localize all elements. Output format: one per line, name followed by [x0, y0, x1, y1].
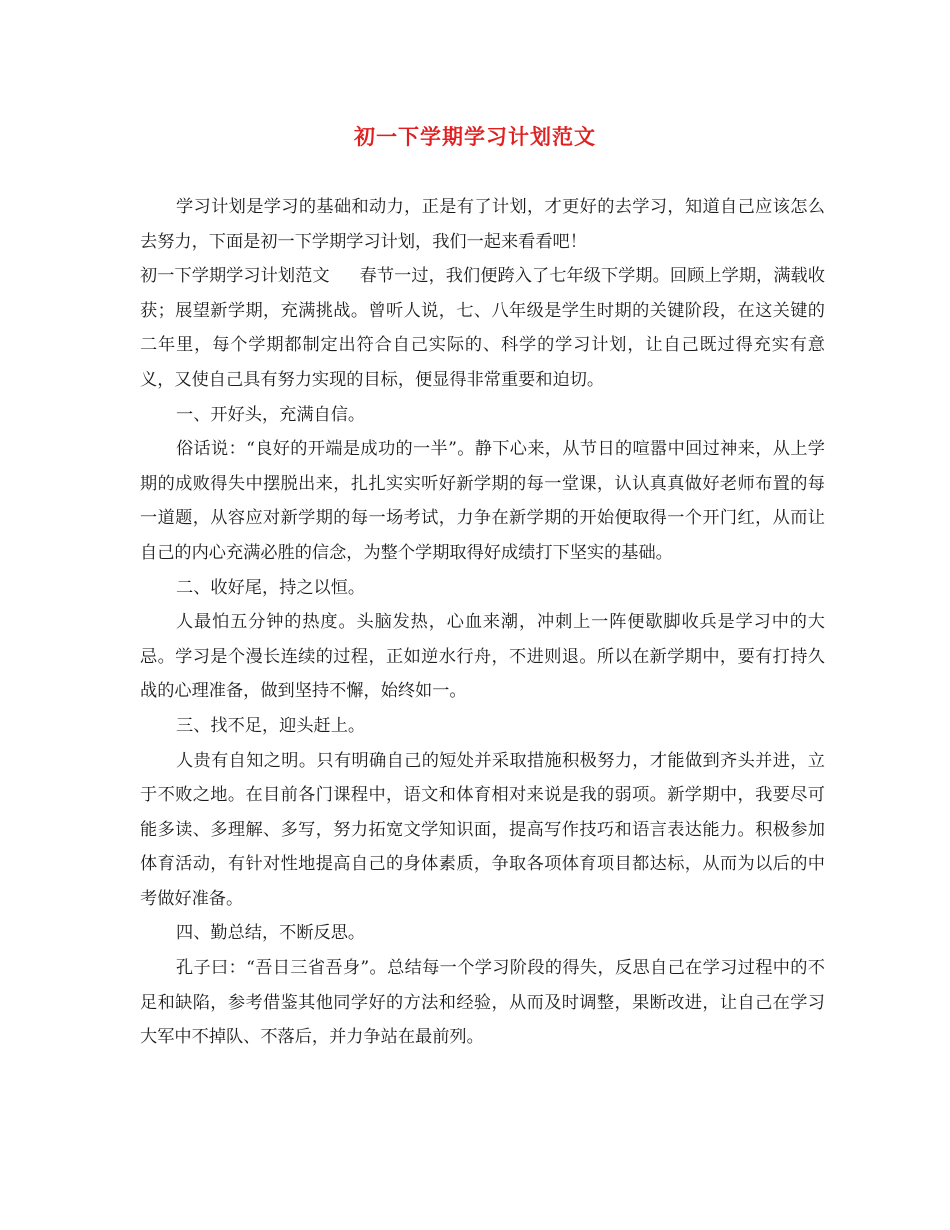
section-paragraph-1: 俗话说：“良好的开端是成功的一半”。静下心来，从节日的喧嚣中回过神来，从上学期的成败得失中摆脱出来，扎扎实实听好新学期的每一堂课，认认真真做好老师布置的每一道题，从容应对新学期的每一场考试，力争在新学期的开始便取得一个开门红，从而让自己的内心充满必胜的信念，为整个学期取得好成绩打下坚实的基础。 [140, 439, 825, 563]
section-heading-2: 二、收好尾，持之以恒。 [176, 577, 366, 598]
section-heading-1: 一、开好头，充满自信。 [176, 404, 366, 425]
document-title: 初一下学期学习计划范文 [354, 124, 596, 149]
inline-heading: 初一下学期学习计划范文 [140, 266, 330, 287]
section-heading-3: 三、找不足，迎头赶上。 [176, 715, 366, 736]
opening-paragraph [140, 259, 825, 397]
section-heading-4: 四、勤总结，不断反思。 [176, 923, 366, 944]
opening-text: 春节一过，我们便跨入了七年级下学期。回顾上学期，满载收获；展望新学期，充满挑战。曾听人说，七、八年级是学生时期的关键阶段，在这关键的二年里，每个学期都制定出符合自己实际的、科学的学习计划，让自己既过得充实有意义，又使自己具有努力实现的目标，便显得非常重要和迫切。 [140, 266, 825, 390]
intro-paragraph: 学习计划是学习的基础和动力，正是有了计划，才更好的去学习，知道自己应该怎么去努力，下面是初一下学期学习计划，我们一起来看看吧！ [140, 197, 825, 252]
section-paragraph-4: 孔子曰：“吾日三省吾身”。总结每一个学习阶段的得失，反思自己在学习过程中的不足和缺陷，参考借鉴其他同学好的方法和经验，从而及时调整，果断改进，让自己在学习大军中不掉队、不落后，并力争站在最前列。 [140, 958, 825, 1048]
section-paragraph-2: 人最怕五分钟的热度。头脑发热，心血来潮，冲刺上一阵便歇脚收兵是学习中的大忌。学习是个漫长连续的过程，正如逆水行舟，不进则退。所以在新学期中，要有打持久战的心理准备，做到坚持不懈，始终如一。 [140, 612, 825, 702]
section-paragraph-3: 人贵有自知之明。只有明确自己的短处并采取措施积极努力，才能做到齐头并进，立于不败之地。在目前各门课程中，语文和体育相对来说是我的弱项。新学期中，我要尽可能多读、多理解、多写，努力拓宽文学知识面，提高写作技巧和语言表达能力。积极参加体育活动，有针对性地提高自己的身体素质，争取各项体育项目都达标，从而为以后的中考做好准备。 [140, 750, 825, 909]
document-body [140, 190, 825, 1055]
